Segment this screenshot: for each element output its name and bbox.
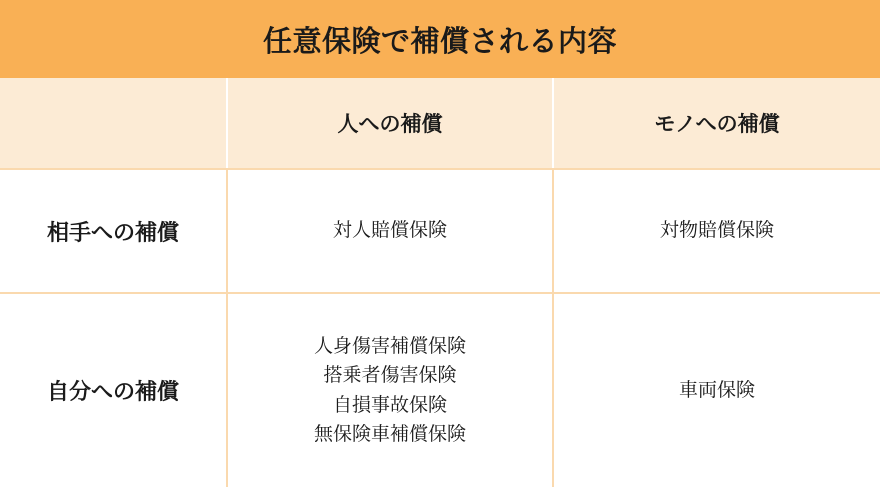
page-title: 任意保険で補償される内容 [262, 25, 617, 58]
table-row [0, 292, 880, 487]
table-title-row [0, 0, 880, 78]
header-cell-thing [554, 78, 880, 168]
row-header-cell [0, 170, 228, 292]
row-header-cell [0, 294, 228, 487]
header-cell-person [228, 78, 554, 168]
header-label-thing: モノへの補償 [654, 113, 780, 136]
row-cell-thing [554, 170, 880, 292]
row-cell-person [228, 294, 554, 487]
row-cell-thing [554, 294, 880, 487]
row-cell-person-text: 対人賠償保険 [332, 220, 447, 242]
row-header-label: 相手への補償 [46, 219, 179, 245]
header-corner-cell [0, 78, 228, 168]
header-label-person: 人への補償 [337, 113, 443, 136]
row-header-label: 自分への補償 [46, 379, 179, 404]
row-cell-person-text: 人身傷害補償保険 搭乗者傷害保険 自損事故保険 無保険車補償保険 [313, 335, 466, 445]
row-cell-thing-text: 対物賠償保険 [659, 220, 774, 242]
row-cell-person [228, 170, 554, 292]
row-cell-thing-text: 車両保険 [678, 379, 755, 401]
table-header-row [0, 78, 880, 168]
table-row [0, 168, 880, 292]
